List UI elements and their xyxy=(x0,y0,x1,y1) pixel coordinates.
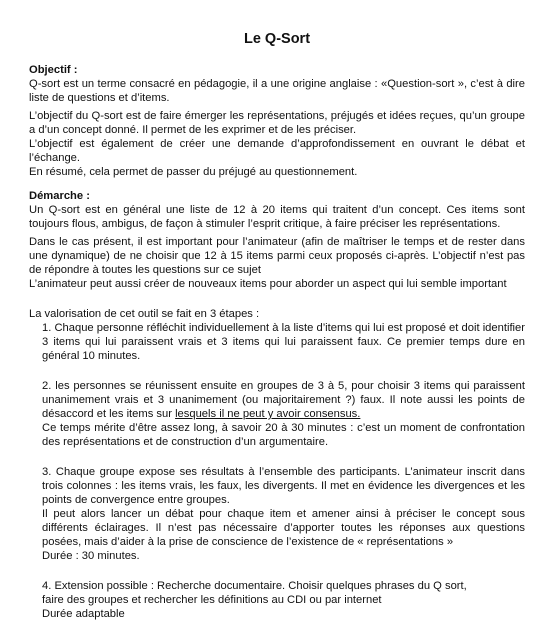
objectif-paragraph-4: En résumé, cela permet de passer du préjugé au questionnement. xyxy=(29,166,358,178)
objectif-paragraph-2: L’objectif du Q-sort est de faire émerger les représentations, préjugés et idées reçues, qu’un groupe a d’un concept donné. Il permet de les exprimer et de les préciser. xyxy=(29,110,525,136)
step-3: 3. Chaque groupe expose ses résultats à l’ensemble des participants. L’animateur inscrit dans trois colonnes : les items vrais, les faux, les divergents. Il met en évidence les divergences et les points de convergence entre groupes. xyxy=(42,466,525,506)
step-2 xyxy=(29,379,525,421)
objectif-paragraph-1: Q-sort est un terme consacré en pédagogie, il a une origine anglaise : «Question-sort », c’est à dire liste de questions et d’items. xyxy=(29,78,525,104)
valorisation-intro: La valorisation de cet outil se fait en 3 étapes : xyxy=(29,308,260,320)
demarche-paragraph-2: Dans le cas présent, il est important pour l’animateur (afin de maîtriser le temps et de rester dans une dynamique) de ne choisir que 12 à 15 items parmi ceux proposés ci-après. L’objectif n’est pas de répondre à toutes les questions sur ce sujet xyxy=(29,236,525,276)
step-3-debate: Il peut alors lancer un débat pour chaque item et amener ainsi à préciser le concept sous différents éclairages. Il n’est pas nécessaire d’apporter toutes les réponses aux questions posées, mais d’aider à la prise de conscience de l’existence de « représentations » xyxy=(42,508,525,548)
valorisation-section xyxy=(29,307,525,621)
page-title: Le Q-Sort xyxy=(243,31,311,47)
objectif-section xyxy=(29,63,525,179)
demarche-paragraph-1: Un Q-sort est en général une liste de 12 à 20 items qui traitent d’un concept. Ces items sont toujours flous, ambigus, de façon à stimuler l’esprit critique, à faire préciser les représentations. xyxy=(29,204,525,230)
step-3-duration: Durée : 30 minutes. xyxy=(42,550,140,562)
step-2-underlined-text: lesquels il ne peut y avoir consensus. xyxy=(175,408,361,420)
objectif-heading: Objectif : xyxy=(29,64,78,76)
demarche-heading: Démarche : xyxy=(29,190,90,202)
step-4: 4. Extension possible : Recherche documentaire. Choisir quelques phrases du Q sort, xyxy=(42,580,467,592)
step-4-groups: faire des groupes et rechercher les définitions au CDI ou par internet xyxy=(42,594,382,606)
demarche-section xyxy=(29,189,525,291)
step-1: 1. Chaque personne réfléchit individuellement à la liste d’items qui lui est proposé et doit identifier 3 items qui lui paraissent vrais et 3 items qui lui paraissent faux. Ce premier temps dure en général 10 minutes. xyxy=(42,322,525,362)
step-2-duration: Ce temps mérite d’être assez long, à savoir 20 à 30 minutes : c’est un moment de confrontation des représentations et de construction d’un argumentaire. xyxy=(42,422,525,448)
step-4-duration: Durée adaptable xyxy=(42,608,125,620)
objectif-paragraph-3: L’objectif est également de créer une demande d’approfondissement en ouvrant le débat et l’échange. xyxy=(29,138,525,164)
demarche-paragraph-3: L’animateur peut aussi créer de nouveaux items pour aborder un aspect qui lui semble important xyxy=(29,278,507,290)
step-2-text: 2. les personnes se réunissent ensuite en groupes de 3 à 5, pour choisir 3 items qui paraissent unanimement vrais et 3 unanimement (ou majoritairement ?) faux. Il note aussi les points de désaccord et les items sur xyxy=(42,380,525,420)
